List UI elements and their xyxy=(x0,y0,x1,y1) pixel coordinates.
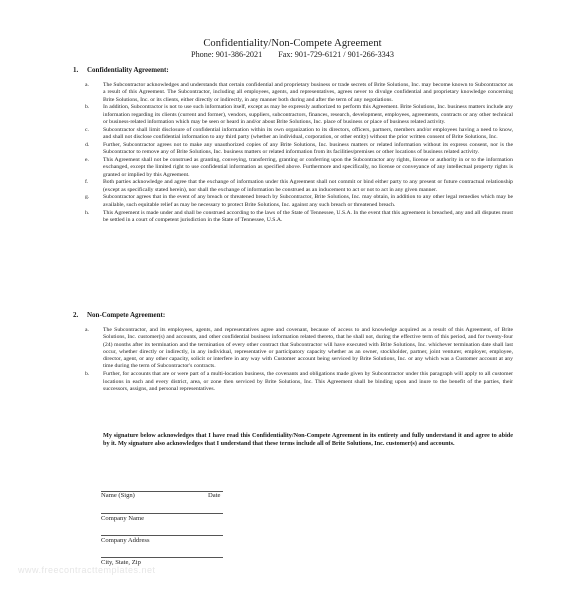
clause-text: Subcontractor agrees that in the event of any breach or threatened breach by Subcontractor, Brite Solutions, Inc. may obtain, in addition to any other legal remedies which may be available, such equitable relief as may be necessary to protect Brite Solutions, Inc. against any such breach or threatened breach. xyxy=(103,194,513,208)
clause-letter: b. xyxy=(85,104,90,111)
city-state-zip-line[interactable] xyxy=(101,557,223,558)
clause-1g xyxy=(85,194,513,209)
acknowledgement-paragraph: My signature below acknowledges that I have read this Confidentiality/Non-Compete Agreement in its entirety and fully understand it and agree to abide by it. My signature also acknowledges that I understand that these terms include all of Brite Solutions, Inc. customer(s) and accounts. xyxy=(103,432,513,448)
signature-date-label: Date xyxy=(208,492,221,499)
non-compete-clauses xyxy=(85,327,513,394)
confidentiality-clauses xyxy=(85,82,513,225)
section-title: Non-Compete Agreement: xyxy=(87,311,166,319)
city-state-zip-label: City, State, Zip xyxy=(101,559,141,566)
section-heading-non-compete xyxy=(73,311,165,319)
company-name-label: Company Name xyxy=(101,515,145,522)
company-address-line[interactable] xyxy=(101,535,223,536)
clause-letter: e. xyxy=(85,156,89,163)
clause-letter: a. xyxy=(85,327,89,333)
clause-text: The Subcontractor, and its employees, agents, and representatives agree and covenant, because of access to and knowledge acquired as a result of this Agreement, of Brite Solutions, Inc. customer(s) and accounts, and other confidential business information related thereto, that he shall not, during the effective term of this period, and for twenty-four (24) months after its termination and the termination of every other contract that Subcontractor will have executed with Brite Solutions, Inc. whichever termination date shall last occur, whether directly or indirectly, in any individual, representative or participatory capacity whether as an owner, stockholder, partner, joint venturer, employer, employee, director, agent, or any other capacity, solicit or interfere in any way with Customer account being serviced by Brite Solutions, Inc. or any which was a Customer account at any time during the term of Subcontractor's contracts. xyxy=(103,327,513,370)
section-number: 2. xyxy=(73,311,79,319)
clause-letter: b. xyxy=(85,371,90,378)
clause-2b xyxy=(85,371,513,393)
clause-1e xyxy=(85,157,513,179)
clause-1b xyxy=(85,104,513,126)
clause-letter: g. xyxy=(85,194,90,201)
clause-text: Both parties acknowledge and agree that the exchange of information under this Agreement shall not commit or bind either party to any present or future contractual relationship (except as specifically stated herein), nor shall the exchange of information be construed as an inducement to act or not to act in any given manner. xyxy=(103,179,513,193)
clause-letter: c. xyxy=(85,126,89,133)
clause-text: Subcontractor shall limit disclosure of confidential information within its own organization to its directors, officers, partners, members and/or employees having a need to know, and shall not disclose confidential information to any third party (whether an individual, corporation, or other entity) without the prior written consent of Brite Solutions, Inc. xyxy=(103,126,513,141)
clause-text: Further, Subcontractor agrees not to make any unauthorized copies of any Brite Solutions, Inc. business matters or related information without its express consent, nor is the Subcontractor to remove any of Brite Solutions, Inc. business matters or related information from its facilities/premises or other locations of business related activity. xyxy=(103,141,513,156)
contact-line xyxy=(0,50,585,59)
clause-1a xyxy=(85,82,513,104)
company-address-label: Company Address xyxy=(101,537,150,544)
clause-1d xyxy=(85,142,513,157)
clause-1f xyxy=(85,179,513,194)
clause-letter: f. xyxy=(85,179,89,186)
document-title: Confidentiality/Non-Compete Agreement xyxy=(203,38,382,49)
watermark-text: www.freecontracttemplates.net xyxy=(18,565,156,575)
clause-letter: d. xyxy=(85,141,90,148)
phone-number: Phone: 901-386-2021 xyxy=(191,50,263,59)
clause-1h xyxy=(85,210,513,225)
signature-name-label: Name (Sign) xyxy=(101,492,135,499)
clause-text: This Agreement is made under and shall be construed according to the laws of the State of Tennessee, U.S.A. In the event that this agreement is breached, any and all disputes must be settled in a court of competent jurisdiction in the State of Tennessee, U.S.A. xyxy=(103,209,513,223)
section-heading-confidentiality xyxy=(73,66,169,74)
clause-text: Further, for accounts that are or were part of a multi-location business, the covenants and obligations made given by Subcontractor under this paragraph will apply to all customer locations in each and every district, area, or zone then serviced by Brite Solutions, Inc. This Agreement shall be binding upon and inure to the benefit of the parties, their successors, assigns, and personal representatives. xyxy=(103,371,513,392)
clause-1c xyxy=(85,127,513,142)
fax-number: Fax: 901-729-6121 / 901-266-3343 xyxy=(278,50,394,59)
section-number: 1. xyxy=(73,66,79,74)
clause-text: In addition, Subcontractor is not to use such information itself, except as may be expressly authorized to perform this Agreement. Brite Solutions, Inc. business matters include any information regarding its clients (current and former), vendors, suppliers, subcontractors, finances, research, development, employees, agreements, contracts or any other technical or business-related information which may be seen or heard in and/or about Brite Solutions, Inc. place of business or place of business related activity. xyxy=(103,104,513,125)
clause-letter: a. xyxy=(85,82,89,88)
section-title: Confidentiality Agreement: xyxy=(87,66,169,74)
clause-2a xyxy=(85,327,513,371)
clause-text: This Agreement shall not be construed as granting, conveying, transferring, granting or conferring upon the Subcontractor any rights, license or authority in or to the information exchanged, except the limited right to use confidential information as specified above. Furthermore and specifically, no license or conveyance of any intellectual property rights is granted or implied by this Agreement. xyxy=(103,156,513,178)
company-name-line[interactable] xyxy=(101,513,223,514)
clause-letter: h. xyxy=(85,209,90,216)
clause-text: The Subcontractor acknowledges and understands that certain confidential and proprietary business or trade secrets of Brite Solutions, Inc. may become known to Subcontractor as a result of this Agreement. The Subcontractor, including all employees, agents, and representatives, agrees never to divulge confidential and proprietary knowledge concerning Brite Solutions, Inc. or its clients, either directly or indirectly, in any manner both during and after the term of any negotiations. xyxy=(103,82,513,103)
